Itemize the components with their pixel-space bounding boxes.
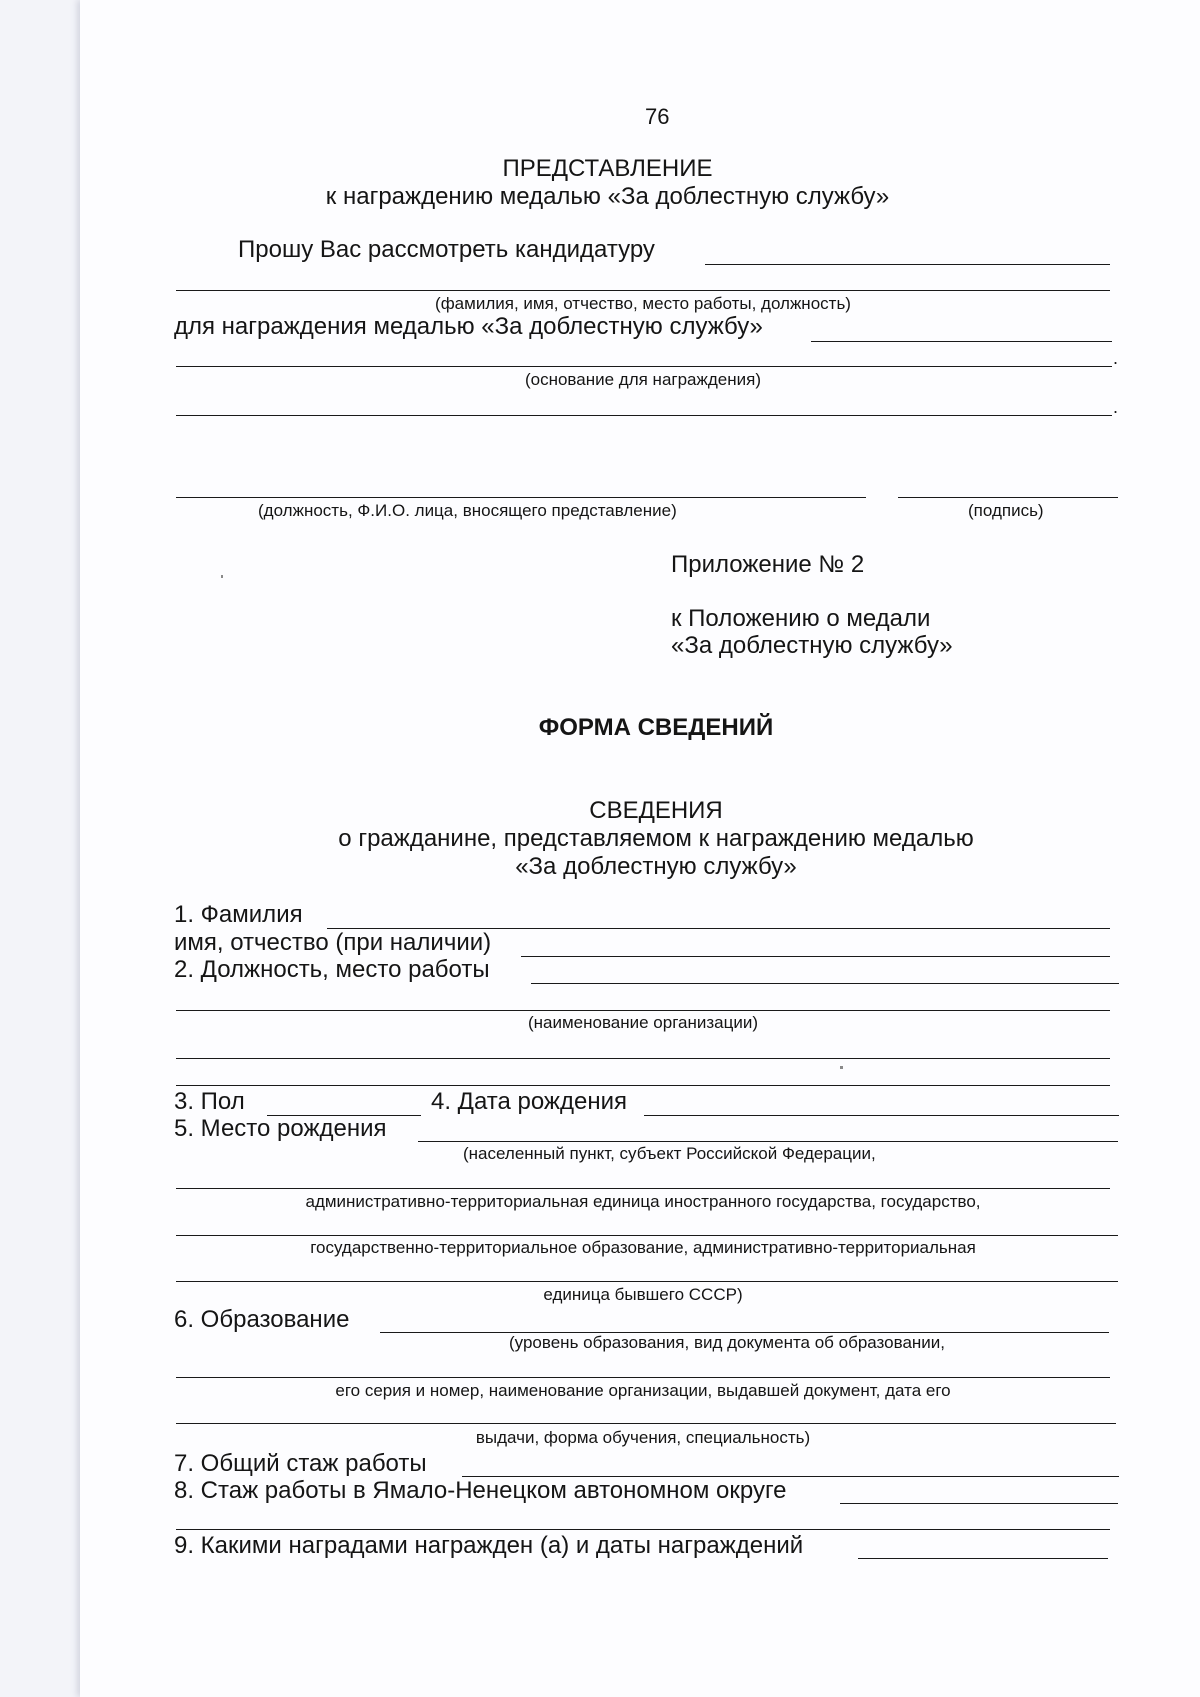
scan-speck [221,575,223,578]
field-awards-label: 9. Какими наградами награжден (а) и даты награждений [174,1532,804,1559]
predstavlenie-title: ПРЕДСТАВЛЕНИЕ [502,155,713,182]
signature-line [898,497,1118,498]
field-sex-label: 3. Пол [174,1088,245,1115]
caption-signature: (подпись) [968,501,1044,520]
caption-org: (наименование организации) [527,1013,759,1032]
field-awards-line [858,1558,1108,1559]
request-text: Прошу Вас рассмотреть кандидатуру [238,236,655,263]
field-birthdate-label: 4. Дата рождения [431,1088,627,1115]
birth-caption-3: государственно-территориальное образование, административно-территориальная [310,1238,976,1257]
period-2: . [1113,397,1119,417]
field-total-experience-label: 7. Общий стаж работы [174,1450,427,1477]
field-yanao-experience-line-2 [176,1529,1110,1530]
appendix-title: Приложение № 2 [671,551,865,578]
svedeniya-subtitle-1: о гражданине, представляемом к награждению медалью [338,825,974,852]
field-org-line-2 [176,1085,1110,1086]
scan-speck [840,1066,843,1069]
field-education-line-3 [176,1423,1116,1424]
birth-caption-2: административно-территориальная единица иностранного государства, государство, [305,1192,981,1211]
caption-basis: (основание для награждения) [524,370,762,389]
document-page [80,0,1200,1697]
birth-caption-4: единица бывшего СССР) [543,1285,743,1304]
field-yanao-experience-label: 8. Стаж работы в Ямало-Ненецком автономном округе [174,1477,787,1504]
edu-caption-2: его серия и номер, наименование организации, выдавшей документ, дата его [335,1381,951,1400]
basis-line-1 [176,366,1112,367]
caption-position: (должность, Ф.И.О. лица, вносящего представление) [258,501,677,520]
basis-line-2 [176,415,1112,416]
caption-person: (фамилия, имя, отчество, место работы, должность) [435,294,851,313]
field-name-label: имя, отчество (при наличии) [174,929,492,956]
award-blank-line [811,341,1112,342]
field-birthplace-line-3 [176,1235,1118,1236]
field-birthplace-line [418,1141,1118,1142]
field-name-line [521,956,1110,957]
edu-caption-1: (уровень образования, вид документа об образовании, [509,1333,946,1352]
award-line: для награждения медалью «За доблестную службу» [174,313,763,340]
field-position-label: 2. Должность, место работы [174,956,490,983]
field-birthplace-line-2 [176,1188,1110,1189]
appendix-line2: «За доблестную службу» [671,632,953,659]
appendix-line1: к Положению о медали [671,605,931,632]
field-surname-label: 1. Фамилия [174,901,303,928]
field-yanao-experience-line [840,1503,1118,1504]
predstavlenie-subtitle: к награждению медалью «За доблестную службу» [325,183,890,210]
edu-caption-3: выдачи, форма обучения, специальность) [475,1428,811,1447]
page-number: 76 [645,104,670,129]
form-title: ФОРМА СВЕДЕНИЙ [538,714,774,741]
field-education-line-2 [176,1377,1110,1378]
field-position-line-2 [176,1010,1110,1011]
field-birthplace-label: 5. Место рождения [174,1115,387,1142]
field-birthplace-line-4 [176,1281,1118,1282]
svedeniya-title: СВЕДЕНИЯ [589,797,723,824]
period-1: . [1113,348,1119,368]
field-org-line-1 [176,1058,1110,1059]
birth-caption-1: (населенный пункт, субъект Российской Федерации, [463,1144,876,1163]
field-birthdate-line [644,1115,1119,1116]
position-name-line [176,497,866,498]
candidate-line-2 [176,290,1110,291]
candidate-line [705,264,1110,265]
field-education-label: 6. Образование [174,1306,350,1333]
svedeniya-subtitle-2: «За доблестную службу» [515,853,797,880]
field-position-line [531,983,1119,984]
